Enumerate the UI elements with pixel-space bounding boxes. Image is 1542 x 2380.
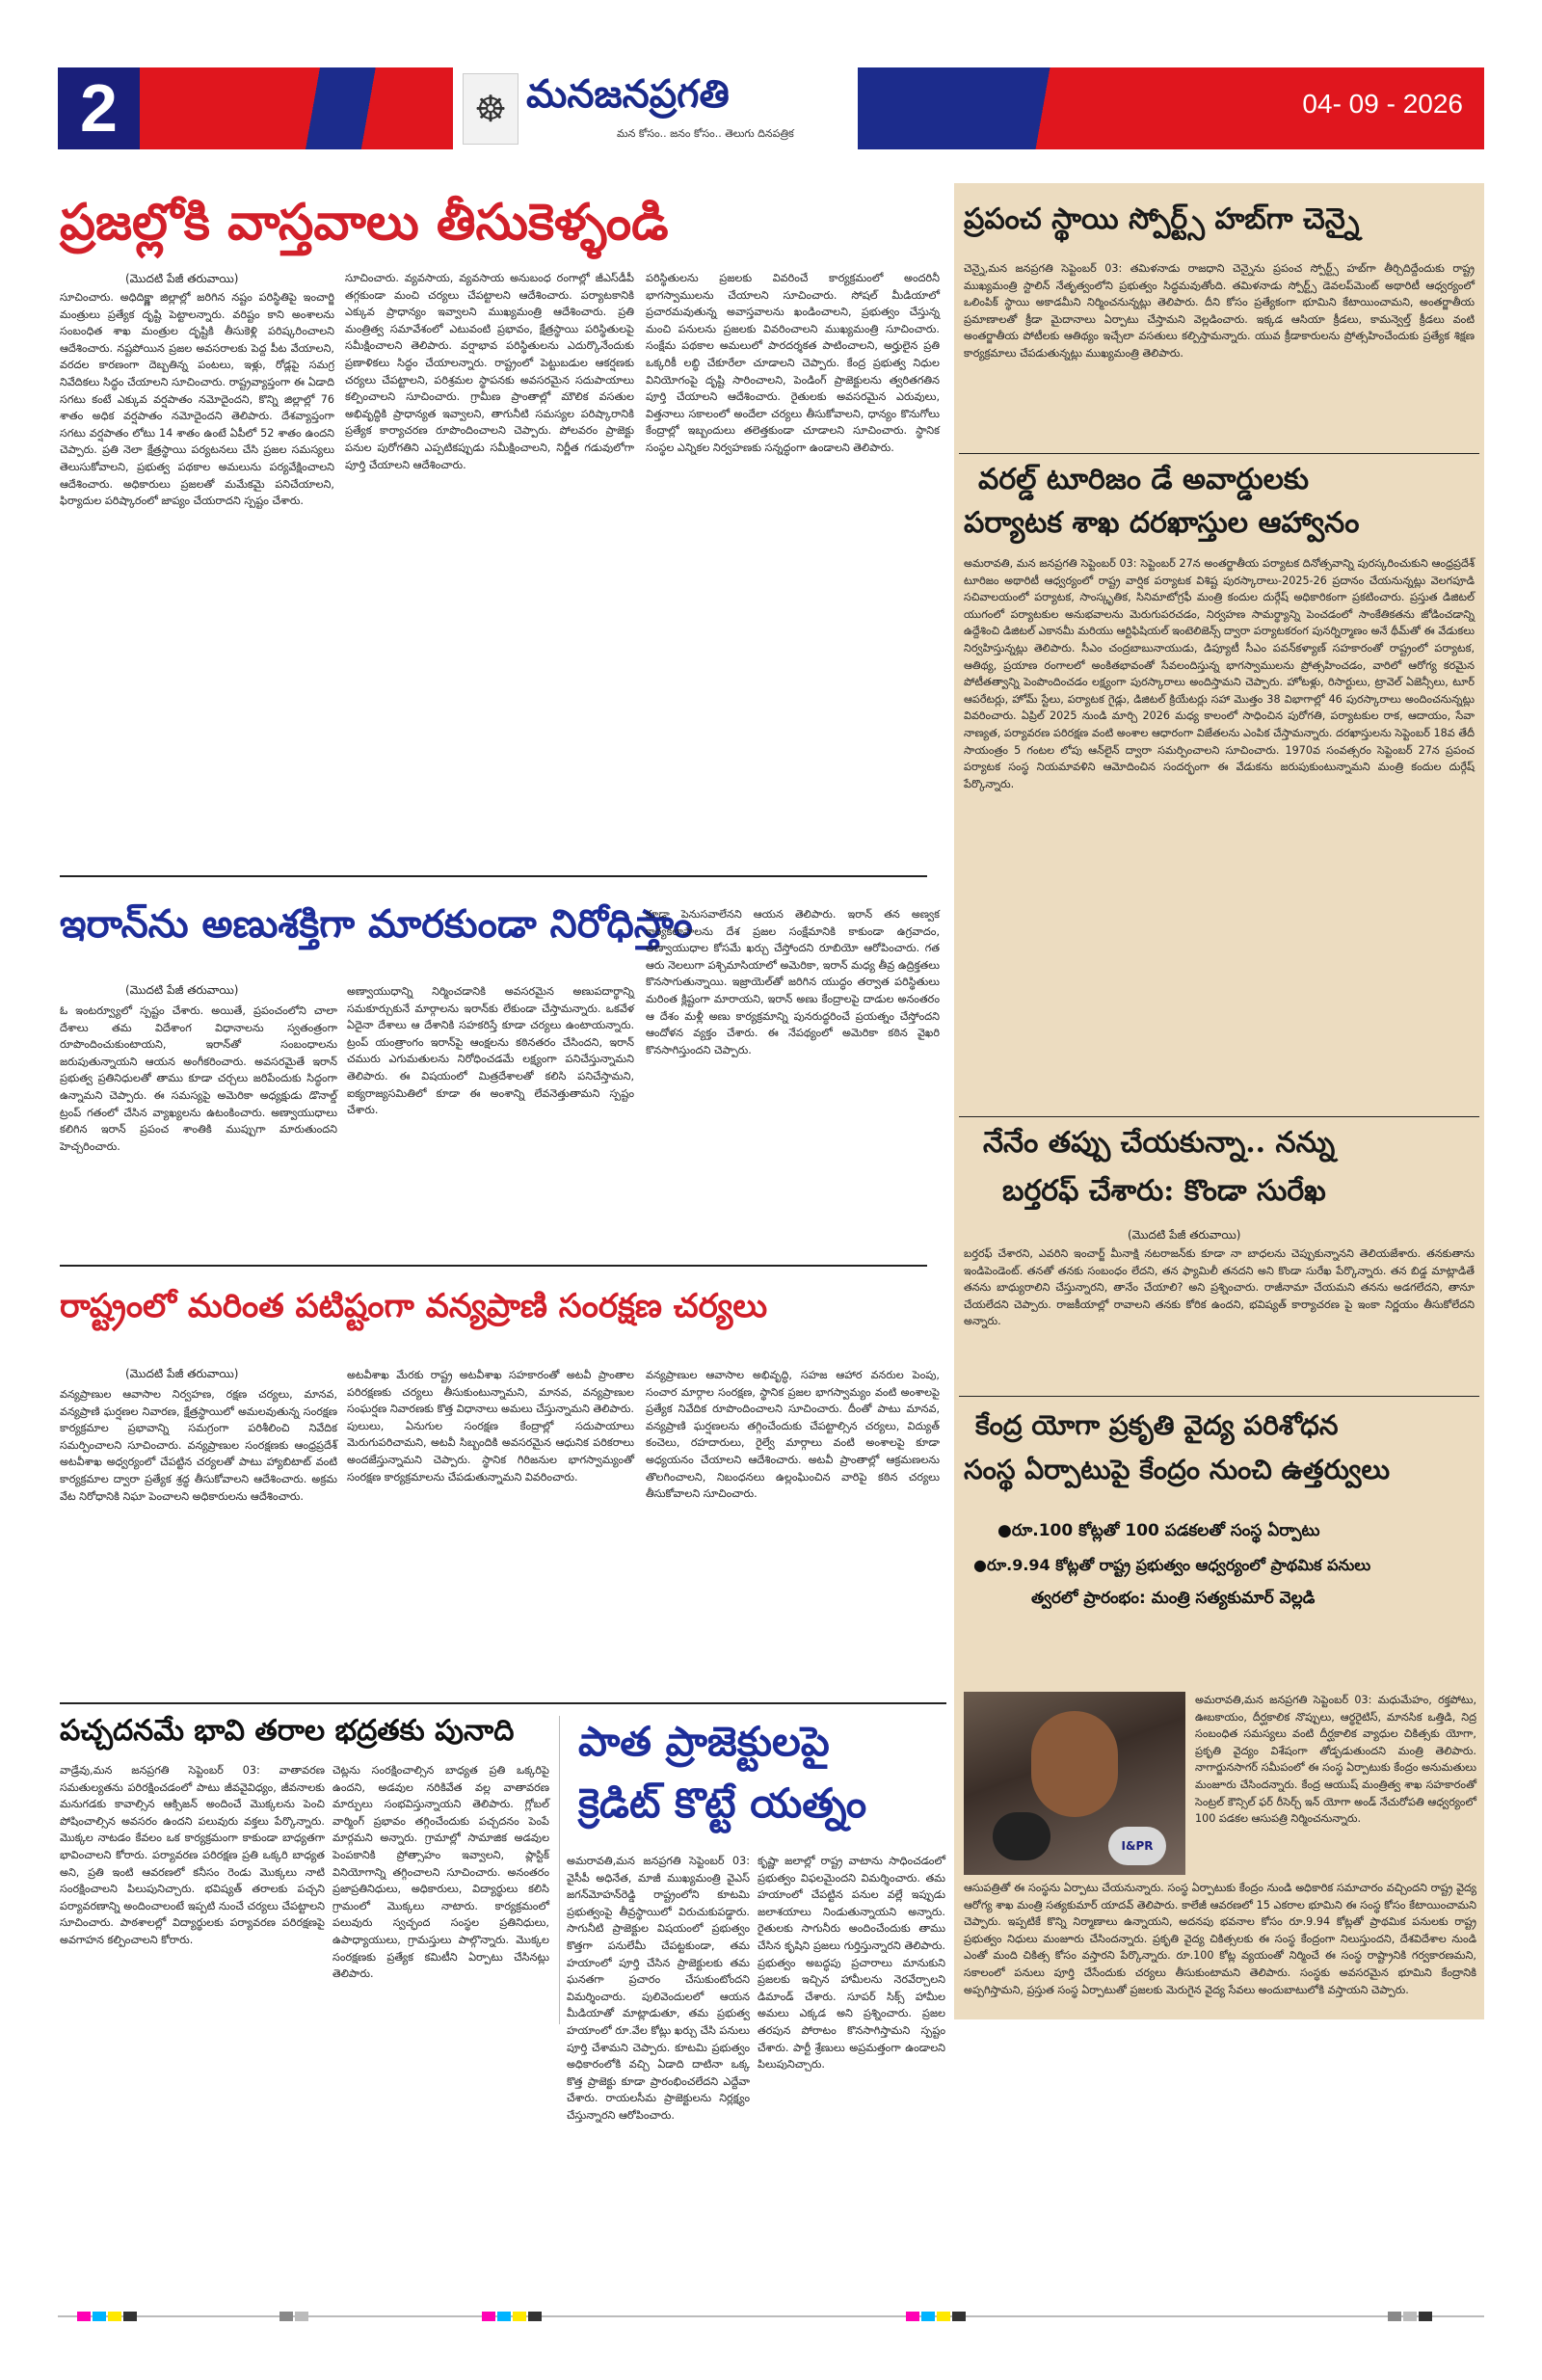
yoga-side-body: అమరావతి,మన జనప్రగతి సెప్టెంబర్ 03: మధుమేహం, రక్తపోటు, ఊబకాయం, దీర్ఘకాలిక నొప్పులు, ఆర్థరైటిస్, మానసిక ఒత్తిడి, నిద్ర సంబంధిత సమస్యలు వంటి దీర్ఘకాలిక వ్యాధుల చికిత్సకు యోగా, ప్రకృతి వైద్యం విశేషంగా తోడ్పడుతుందని మంత్రి తెలిపారు. నాగార్జునసాగర్ సమీపంలో ఈ సంస్థ ఏర్పాటుకు కేంద్రం అనుమతులు మంజూరు చేసిందన్నారు. కేంద్ర ఆయుష్ మంత్రిత్వ శాఖ సహకారంతో సెంట్రల్ కౌన్సిల్ ఫర్ రీసెర్చ్ ఇన్ యోగా అండ్ నేచురోపతి ఆధ్వర్యంలో 100 పడకల ఆసుపత్రి నిర్మించనున్నారు. [1195, 1694, 1476, 1826]
realities-column-1: సూచించారు. అధిదిక్ష్ణా జిల్లాల్లో జరిగిన నష్టం పరిస్థితిపై ఇంచార్జి మంత్రులు ప్రత్యేక దృష్టి పెట్టాలన్నారు. వరిష్టం కాని అంశాలను సంబంధిత శాఖ మంత్రుల దృష్టికి తీసుకెళ్లి పరిష్కరించాలని ఆదేశించారు. నష్టపోయిన ప్రజల అవసరాలకు పెద్ద పీట వేయాలని, వరదల కారణంగా దెబ్బతిన్న పంటలు, ఇళ్లు, రోడ్లపై సమగ్ర నివేదికలు సిద్ధం చేయాలని సూచించారు. రాష్ట్రవ్యాప్తంగా ఈ ఏడాది సగటు కంటే ఎక్కువ వర్షపాతం నమోదైందని, కొన్ని జిల్లాల్లో 76 శాతం అధిక వర్షపాతం నమోదైందని తెలిపారు. దేశవ్యాప్తంగా సగటు వర్షపాతం లోటు 14 శాతం ఉంటే ఏపీలో 52 శాతం ఉందని చెప్పారు. ప్రతి నెలా క్షేత్రస్థాయి పర్యటనలు చేసి ప్రజల సమస్యలు తెలుసుకోవాలని, ప్రభుత్వ పథకాల అమలును పర్యవేక్షించాలని ఆదేశించారు. అధికారులు ప్రజలతో మమేకమై పనిచేయాలని, ఫిర్యాదుల పరిష్కారంలో జాప్యం చేయరాదని స్పష్టం చేశారు. [60, 291, 334, 508]
continued-label: (మొదటి పేజీ తరువాయి) [125, 272, 239, 285]
paper-tagline: మన కోసం.. జనం కోసం.. తెలుగు దినపత్రిక [617, 127, 794, 140]
headline-realities: ప్రజల్లోకి వాస్తవాలు తీసుకెళ్ళండి [60, 193, 669, 252]
section-divider [60, 875, 927, 877]
section-divider [959, 453, 1479, 454]
minister-photo [964, 1692, 1185, 1875]
headline-wildlife: రాష్ట్రంలో మరింత పటిష్టంగా వన్యప్రాణి సంరక్షణ చర్యలు [60, 1287, 768, 1325]
continued-label: (మొదటి పేజీ తరువాయి) [125, 1367, 239, 1380]
wildlife-column-3: వన్యప్రాణుల ఆవాసాల అభివృద్ధి, సహజ ఆహార వనరుల పెంపు, సంచార మార్గాల సంరక్షణ, స్థానిక ప్రజల భాగస్వామ్యం వంటి అంశాలపై ప్రత్యేక నివేదిక రూపొందించాలని సూచించారు. దీంతో పాటు మానవ, వన్యప్రాణి ఘర్షణలను తగ్గించేందుకు చేపట్టాల్సిన చర్యలు, విద్యుత్ కంచెలు, రహదారులు, రైల్వే మార్గాలు వంటి అంశాలపై కూడా అధ్యయనం చేయాలని ఆదేశించారు. అటవీ ప్రాంతాల్లో ఆక్రమణలను తొలగించాలని, నిబంధనలు ఉల్లంఘించిన వారిపై కఠిన చర్యలు తీసుకోవాలని సూచించారు. [646, 1369, 940, 1501]
ipr-badge: I&PR [1108, 1827, 1166, 1865]
section-divider [60, 1702, 946, 1704]
masthead-color-band-right [858, 67, 1484, 149]
emblem-icon: ☸ [463, 73, 518, 145]
section-divider [60, 1265, 927, 1267]
masthead-logo [453, 67, 858, 149]
paper-name: మనజనప్రగతి [526, 71, 730, 117]
yoga-bullet-3: త్వరలో ప్రారంభం: మంత్రి సత్యకుమార్ వెల్లడి [1031, 1589, 1316, 1608]
column-divider [559, 1716, 560, 2024]
headline-credit-line-2: క్రెడిట్ కొట్టే యత్నం [578, 1779, 867, 1827]
section-divider [959, 1396, 1479, 1397]
headline-green: పచ్చదనమే భావి తరాల భద్రతకు పునాది [60, 1714, 515, 1748]
headline-konda-line-2: బర్తరఫ్ చేశారు: కొండా సురేఖ [1002, 1174, 1326, 1208]
headline-yoga-line-2: సంస్థ ఏర్పాటుపై కేంద్రం నుంచి ఉత్తర్వులు [964, 1454, 1391, 1485]
headline-konda-line-1: నేనేం తప్పు చేయకున్నా.. నన్ను [983, 1126, 1336, 1160]
headline-yoga-line-1: కేంద్ర యోగా ప్రకృతి వైద్య పరిశోధన [975, 1409, 1339, 1441]
tourism-body: అమరావతి, మన జనప్రగతి సెప్టెంబర్ 03: సెప్టెంబర్ 27న అంతర్జాతీయ పర్యాటక దినోత్సవాన్ని పురస్కరించుకుని ఆంధ్రప్రదేశ్ టూరిజం అథారిటీ ఆధ్వర్యంలో రాష్ట్ర వార్షిక పర్యాటక విశిష్ట పురస్కారాలు-2025-26 ప్రదానం చేయనున్నట్లు వెలగపూడి సచివాలయంలో పర్యాటక, సాంస్కృతిక, సినిమాటోగ్రఫీ మంత్రి కందుల దుర్గేష్ అధికారికంగా ప్రకటించారు. ప్రస్తుత డిజిటల్ యుగంలో పర్యాటకుల అనుభవాలను మెరుగుపరచడం, నిర్వహణ సామర్థ్యాన్ని పెంచడంలో సాంకేతికతను జోడించడాన్ని ఉద్దేశించి డిజిటల్ ఎకానమీ మరియు ఆర్టిఫిషియల్ ఇంటెలిజెన్స్ ద్వారా పర్యాటకరంగ పునర్నిర్మాణం అనే థీమ్‌తో ఈ వేడుకలు నిర్వహిస్తున్నట్లు తెలిపారు. సీఎం చంద్రబాబునాయుడు, డిప్యూటీ సీఎం పవన్‌కళ్యాణ్ సహకారంతో రాష్ట్రంలో పర్యాటక, ఆతిథ్య, ప్రయాణ రంగాలలో అంకితభావంతో సేవలందిస్తున్న భాగస్వాములను ప్రోత్సహించడం, వారిలో ఆరోగ్య కరమైన పోటీతత్వాన్ని పెంపొందించడం లక్ష్యంగా పురస్కారాలు అందిస్తామని చెప్పారు. హోటళ్లు, రిసార్టులు, ట్రావెల్ ఏజెన్సీలు, టూర్ ఆపరేటర్లు, హోమ్ స్టేలు, పర్యాటక గైడ్లు, డిజిటల్ క్రియేటర్లు సహా మొత్తం 38 విభాగాల్లో 46 పురస్కారాలు అందించనున్నట్లు వివరించారు. ఏప్రిల్ 2025 నుండి మార్చి 2026 మధ్య కాలంలో సాధించిన పురోగతి, పర్యాటకుల రాక, ఆదాయం, సేవా నాణ్యత, పర్యావరణ పరిరక్షణ వంటి అంశాల ఆధారంగా విజేతలను ఎంపిక చేస్తామన్నారు. దరఖాస్తులను సెప్టెంబర్ 18వ తేదీ సాయంత్రం 5 గంటల లోపు ఆన్‌లైన్ ద్వారా సమర్పించాలని సూచించారు. 1970వ సంవత్సరం సెప్టెంబర్ 27న ప్రపంచ పర్యాటక సంస్థ నియమావళిని ఆమోదించిన సందర్భంగా ఈ వేడుకను జరుపుకుంటున్నామని మంత్రి కందుల దుర్గేష్ పేర్కొన్నారు. [964, 557, 1475, 790]
wildlife-column-1: వన్యప్రాణుల ఆవాసాల నిర్వహణ, రక్షణ చర్యలు, మానవ, వన్యప్రాణి ఘర్షణల నివారణ, క్షేత్రస్థాయిలో అమలవుతున్న సంరక్షణ కార్యక్రమాల ప్రభావాన్ని సమగ్రంగా పరిశీలించి నివేదిక సమర్పించాలని సూచించారు. వన్యప్రాణుల సంరక్షణకు ఆంధ్రప్రదేశ్ అటవీశాఖ అధ్వర్యంలో చేపట్టిన చర్యలతో పాటు హ్యాబిటాట్ వంటి కార్యక్రమాల ద్వారా ప్రత్యేక శ్రద్ధ తీసుకోవాలని ఆదేశించారు. అక్రమ వేట నిరోధానికి నిఘా పెంచాలని అధికారులను ఆదేశించారు. [60, 1388, 337, 1503]
green-column-2: చెట్లను సంరక్షించాల్సిన బాధ్యత ప్రతి ఒక్కరిపై ఉందని, అడవుల నరికివేత వల్ల వాతావరణ మార్పులు సంభవిస్తున్నాయని తెలిపారు. గ్లోబల్ వార్మింగ్ ప్రభావం తగ్గించేందుకు పచ్చదనం పెంపే మార్గమని అన్నారు. గ్రామాల్లో సామాజిక అడవుల పెంపకానికి ప్రోత్సాహం ఇవ్వాలని, ప్లాస్టిక్ వినియోగాన్ని తగ్గించాలని సూచించారు. అనంతరం ప్రజాప్రతినిధులు, అధికారులు, విద్యార్థులు కలిసి గ్రామంలో మొక్కలు నాటారు. కార్యక్రమంలో పలువురు స్వచ్ఛంద సంస్థల ప్రతినిధులు, ఉపాధ్యాయులు, గ్రామస్తులు పాల్గొన్నారు. మొక్కల సంరక్షణకు ప్రత్యేక కమిటీని ఏర్పాటు చేసినట్లు తెలిపారు. [332, 1764, 549, 1981]
chennai-body: చెన్నై,మన జనప్రగతి సెప్టెంబర్ 03: తమిళనాడు రాజధాని చెన్నైను ప్రపంచ స్పోర్ట్స్ హబ్‌గా తీర్చిదిద్దేందుకు రాష్ట్ర ముఖ్యమంత్రి స్టాలిన్ నేతృత్వంలోని ప్రభుత్వం సిద్ధమవుతోంది. తమిళనాడు స్పోర్ట్స్ డెవలప్‌మెంట్ అథారిటీ ఆధ్వర్యంలో ఒలింపిక్ స్థాయి అకాడమీని నిర్మించనున్నట్లు తెలిపారు. దీని కోసం ప్రత్యేకంగా భూమిని కేటాయించామని, అంతర్జాతీయ ప్రమాణాలతో క్రీడా మైదానాలు ఏర్పాటు చేస్తామని వెల్లడించారు. ఇక్కడ ఆసియా క్రీడలు, కామన్వెల్త్ క్రీడలు వంటి అంతర్జాతీయ పోటీలకు ఆతిథ్యం ఇచ్చేలా వసతులు కల్పిస్తామన్నారు. యువ క్రీడాకారులను ప్రోత్సహించేందుకు ప్రత్యేక శిక్షణ కార్యక్రమాలు చేపడుతున్నట్లు ముఖ్యమంత్రి తెలిపారు. [964, 262, 1475, 360]
continued-label: (మొదటి పేజీ తరువాయి) [1128, 1228, 1241, 1242]
green-column-1: వాడ్రేవు,మన జనప్రగతి సెప్టెంబర్ 03: వాతావరణ సమతుల్యతను పరిరక్షించడంలో పాటు జీవవైవిధ్యం, జీవనాలకు మనుగడకు కావాల్సిన ఆక్సిజన్ అందించే మొక్కలను పెంచి పోషించాల్సిన అవసరం ఉందని పలువురు వక్తలు పేర్కొన్నారు. మొక్కల నాటడం కేవలం ఒక కార్యక్రమంగా కాకుండా బాధ్యతగా భావించాలని కోరారు. పర్యావరణ పరిరక్షణ ప్రతి ఒక్కరి బాధ్యత అని, ప్రతి ఇంటి ఆవరణలో కనీసం రెండు మొక్కలు నాటి సంరక్షించాలని పిలుపునిచ్చారు. భవిష్యత్ తరాలకు పచ్చని పర్యావరణాన్ని అందించాలంటే ఇప్పటి నుంచే చర్యలు చేపట్టాలని సూచించారు. పాఠశాలల్లో విద్యార్థులకు పర్యావరణ పరిరక్షణపై అవగాహన కల్పించాలని కోరారు. [60, 1764, 325, 1946]
masthead-color-band-left [140, 67, 453, 149]
credit-column-1: అమరావతి,మన జనప్రగతి సెప్టెంబర్ 03: వైసీపీ అధినేత, మాజీ ముఖ్యమంత్రి వైఎస్ జగన్‌మోహన్‌రెడ్డి రాష్ట్రంలోని కూటమి ప్రభుత్వంపై తీవ్రస్థాయిలో విరుచుకుపడ్డారు. సాగునీటి ప్రాజెక్టుల విషయంలో ప్రభుత్వం కొత్తగా పనులేమీ చేపట్టకుండా, తమ హయాంలో పూర్తి చేసిన ప్రాజెక్టులకు తమ ఘనతగా ప్రచారం చేసుకుంటోందని విమర్శించారు. పులివెందులలో ఆయన మీడియాతో మాట్లాడుతూ, తమ ప్రభుత్వ హయాంలో రూ.వేల కోట్లు ఖర్చు చేసి పనులు పూర్తి చేశామని చెప్పారు. కూటమి ప్రభుత్వం అధికారంలోకి వచ్చి ఏడాది దాటినా ఒక్క కొత్త ప్రాజెక్టు కూడా ప్రారంభించలేదని ఎద్దేవా చేశారు. రాయలసీమ ప్రాజెక్టులను నిర్లక్ష్యం చేస్తున్నారని ఆరోపించారు. [567, 1855, 750, 2122]
headline-iran: ఇరాన్‌ను అణుశక్తిగా మారకుండా నిరోధిస్తాం [60, 901, 693, 947]
continued-label: (మొదటి పేజీ తరువాయి) [125, 983, 239, 997]
microphone-icon [993, 1812, 1050, 1860]
yoga-body: ఆసుపత్రితో ఈ సంస్థను ఏర్పాటు చేయనున్నారు. సంస్థ ఏర్పాటుకు కేంద్రం నుండి అధికారిక సమాచారం వచ్చిందని రాష్ట్ర వైద్య ఆరోగ్య శాఖ మంత్రి సత్యకుమార్ యాదవ్ తెలిపారు. కాలేజీ ఆవరణలో 15 ఎకరాల భూమిని ఈ సంస్థ కోసం కేటాయించామని చెప్పారు. ఇప్పటికే కొన్ని నిర్మాణాలు ఉన్నాయని, అదనపు భవనాల కోసం రూ.9.94 కోట్లతో ప్రాథమిక పనులకు రాష్ట్ర ప్రభుత్వం నిధులు మంజూరు చేసిందన్నారు. ప్రకృతి వైద్య చికిత్సలకు ఈ సంస్థ కేంద్రంగా నిలుస్తుందని, దేశవిదేశాల నుండి ఎంతో మంది చికిత్స కోసం వస్తారని పేర్కొన్నారు. రూ.100 కోట్ల వ్యయంతో నిర్మించే ఈ సంస్థ రాష్ట్రానికి గర్వకారణమని, సకాలంలో పనులు పూర్తి చేసేందుకు చర్యలు తీసుకుంటామని తెలిపారు. సంస్థకు అవసరమైన భూమిని కేంద్రానికి అప్పగిస్తామని, ప్రస్తుత సంస్థ ఏర్పాటుతో ప్రజలకు మెరుగైన వైద్య సేవలు అందుబాటులోకి వస్తాయని చెప్పారు. [964, 1882, 1476, 1996]
yoga-bullet-2: ●రూ.9.94 కోట్లతో రాష్ట్ర ప్రభుత్వం ఆధ్వర్యంలో ప్రాథమిక పనులు [973, 1556, 1371, 1574]
iran-column-1: ఓ ఇంటర్వ్యూలో స్పష్టం చేశారు. అయితే, ప్రపంచంలోని చాలా దేశాలు తమ విదేశాంగ విధానాలను స్వతంత్రంగా రూపొందించుకుంటాయని, ఇరాన్‌తో సంబంధాలను జరుపుతున్నాయని ఆయన అంగీకరించారు. అవసరమైతే ఇరాన్ ప్రభుత్వ ప్రతినిధులతో తాము కూడా చర్చలు జరిపేందుకు సిద్ధంగా ఉన్నామని చెప్పారు. ఈ సమస్యపై అమెరికా అధ్యక్షుడు డొనాల్డ్ ట్రంప్ గతంలో చేసిన వ్యాఖ్యలను ఉటంకించారు. అణ్వాయుధాలు కలిగిన ఇరాన్ ప్రపంచ శాంతికి ముప్పుగా మారుతుందని హెచ్చరించారు. [60, 1004, 337, 1153]
realities-column-3: పరిస్థితులను ప్రజలకు వివరించే కార్యక్రమంలో అందరినీ భాగస్వాములను చేయాలని సూచించారు. సోషల్ మీడియాలో ప్రచారమవుతున్న అవాస్తవాలను ఖండించాలని, ప్రభుత్వం చేస్తున్న మంచి పనులను ప్రజలకు వివరించాలని ముఖ్యమంత్రి సూచించారు. సంక్షేమ పథకాల అమలులో పారదర్శకత పాటించాలని, అర్హులైన ప్రతి ఒక్కరికీ లబ్ధి చేకూరేలా చూడాలని చెప్పారు. కేంద్ర ప్రభుత్వ నిధుల వినియోగంపై దృష్టి సారించాలని, పెండింగ్ ప్రాజెక్టులను త్వరితగతిన పూర్తి చేయాలని ఆదేశించారు. రైతులకు అవసరమైన ఎరువులు, విత్తనాలు సకాలంలో అందేలా చర్యలు తీసుకోవాలని, ధాన్యం కొనుగోలు కేంద్రాల్లో ఇబ్బందులు తలెత్తకుండా చూడాలని సూచించారు. స్థానిక సంస్థల ఎన్నికల నిర్వహణకు సన్నద్ధంగా ఉండాలని తెలిపారు. [646, 272, 940, 454]
print-registration-bar [58, 2306, 1484, 2327]
credit-column-2: కృష్ణా జలాల్లో రాష్ట్ర వాటాను సాధించడంలో ప్రభుత్వం విఫలమైందని విమర్శించారు. తమ హయాంలో చేపట్టిన పనుల వల్లే ఇప్పుడు జలాశయాలు నిండుతున్నాయని అన్నారు. రైతులకు సాగునీరు అందించేందుకు తాము చేసిన కృషిని ప్రజలు గుర్తిస్తున్నారని తెలిపారు. ప్రభుత్వం అబద్ధపు ప్రచారాలు మానుకుని ప్రజలకు ఇచ్చిన హామీలను నెరవేర్చాలని డిమాండ్ చేశారు. సూపర్ సిక్స్ హామీల అమలు ఎక్కడ అని ప్రశ్నించారు. ప్రజల తరపున పోరాటం కొనసాగిస్తామని స్పష్టం చేశారు. పార్టీ శ్రేణులు అప్రమత్తంగా ఉండాలని పిలుపునిచ్చారు. [758, 1855, 945, 2072]
masthead [58, 67, 1484, 149]
section-divider [959, 1116, 1479, 1117]
konda-body: బర్తరఫ్ చేశారని, ఎవరిని ఇంచార్జ్ మీనాక్షి నటరాజన్‌కు కూడా నా బాధలను చెప్పుకున్నానని తెలియజేశారు. తనకుతాను ఇండిపెండెంట్. తనతో తనకు సంబంధం లేదని, తన ఫ్యామిలీ తనదని అని కొండా సురేఖ పేర్కొన్నారు. తన బిడ్డ మాట్లాడితే తనను బాధ్యురాలిని చేస్తున్నారని, తానేం చేయాలి? అని ప్రశ్నించారు. రాజీనామా చేయమని తనను అడగలేదని, తానూ చేయలేదని చెప్పారు. రాజకీయాల్లో రావాలని తనకు కోరిక ఉందని, భవిష్యత్ కార్యాచరణ పై ఇంకా నిర్ణయం తీసుకోలేదని అన్నారు. [964, 1247, 1475, 1328]
issue-date: 04- 09 - 2026 [1302, 89, 1463, 119]
headline-tourism-line-1: వరల్డ్ టూరిజం డే అవార్డులకు [978, 463, 1309, 496]
headline-chennai: ప్రపంచ స్థాయి స్పోర్ట్స్ హబ్‌గా చెన్నై [964, 202, 1360, 236]
person-silhouette-icon [1031, 1711, 1118, 1817]
headline-credit-line-1: పాత ప్రాజెక్టులపై [578, 1718, 830, 1765]
page-number: 2 [58, 67, 140, 149]
iran-column-2: అణ్వాయుధాన్ని నిర్మించడానికి అవసరమైన అణుపదార్థాన్ని సమకూర్చుకునే మార్గాలను ఇరాన్‌కు లేకుండా చేస్తామన్నారు. ఒకవేళ ఏదైనా దేశాలు ఆ దేశానికి సహకరిస్తే కూడా చర్యలు ఉంటాయన్నారు. ట్రంప్ యంత్రాంగం ఇరాన్‌పై ఆంక్షలను కఠినతరం చేసిందని, ఇరాన్ చమురు ఎగుమతులను నిరోధించడమే లక్ష్యంగా పనిచేస్తున్నామని తెలిపారు. ఈ విషయంలో మిత్రదేశాలతో కలిసి పనిచేస్తామని, ఐక్యరాజ్యసమితిలో కూడా ఈ అంశాన్ని లేవనెత్తుతామని స్పష్టం చేశారు. [347, 985, 634, 1117]
realities-column-2: సూచించారు. వ్యవసాయ, వ్యవసాయ అనుబంధ రంగాల్లో జీఎస్‌డీపీ తగ్గకుండా మంచి చర్యలు చేపట్టాలని ఆదేశించారు. పర్యాటకానికి ఎక్కువ ప్రాధాన్యం ఇవ్వాలని ముఖ్యమంత్రి ఆదేశించారు. ప్రతి మంత్రిత్వ సమావేశంలో ఎటువంటి ప్రభావం, క్షేత్రస్థాయి పరిస్థితులపై సమీక్షించాలని తెలిపారు. వర్షాభావ పరిస్థితులను ఎదుర్కొనేందుకు ప్రణాళికలు సిద్ధం చేయాలన్నారు. రాష్ట్రంలో పెట్టుబడుల ఆకర్షణకు చర్యలు చేపట్టాలని, పరిశ్రమల స్థాపనకు అవసరమైన సదుపాయాలు కల్పించాలని సూచించారు. గ్రామీణ ప్రాంతాల్లో మౌలిక వసతుల అభివృద్ధికి ప్రాధాన్యత ఇవ్వాలని, తాగునీటి సమస్యల పరిష్కారానికి ప్రత్యేక కార్యాచరణ రూపొందించాలని చెప్పారు. పోలవరం ప్రాజెక్టు పనుల పురోగతిని ఎప్పటికప్పుడు సమీక్షించాలని, నిర్ణీత గడువులోగా పూర్తి చేయాలని ఆదేశించారు. [345, 272, 634, 471]
headline-tourism-line-2: పర్యాటక శాఖ దరఖాస్తుల ఆహ్వానం [964, 506, 1360, 540]
wildlife-column-2: అటవీశాఖ మేరకు రాష్ట్ర అటవీశాఖ సహకారంతో అటవీ ప్రాంతాల పరిరక్షణకు చర్యలు తీసుకుంటున్నామని, మానవ, వన్యప్రాణుల సంఘర్షణ నివారణకు కొత్త విధానాలు అమలు చేస్తున్నామని తెలిపారు. పులులు, ఏనుగుల సంరక్షణ కేంద్రాల్లో సదుపాయాలు మెరుగుపరిచామని, అటవీ సిబ్బందికి అవసరమైన ఆధునిక పరికరాలు అందజేస్తున్నామని చెప్పారు. స్థానిక గిరిజనుల భాగస్వామ్యంతో సంరక్షణ కార్యక్రమాలను చేపడుతున్నామని వివరించారు. [347, 1369, 634, 1484]
iran-column-3: కూడా పెనుసవాలేనని ఆయన తెలిపారు. ఇరాన్ తన అణ్వక కార్యకలాపాలను దేశ ప్రజల సంక్షేమానికి కాకుండా ఉగ్రవాదం, అణ్వాయుధాల కోసమే ఖర్చు చేస్తోందని రూబియో ఆరోపించారు. గత ఆరు నెలలుగా పశ్చిమాసియాలో అమెరికా, ఇరాన్ మధ్య తీవ్ర ఉద్రిక్తతలు కొనసాగుతున్నాయి. ఇజ్రాయెల్‌తో జరిగిన యుద్ధం తర్వాత పరిస్థితులు మరింత క్లిష్టంగా మారాయని, ఇరాన్ అణు కేంద్రాలపై దాడుల అనంతరం ఆ దేశం మళ్లీ అణు కార్యక్రమాన్ని పునరుద్ధరించే ప్రయత్నం చేస్తోందని ఆందోళన వ్యక్తం చేశారు. ఈ నేపథ్యంలో అమెరికా కఠిన వైఖరి కొనసాగిస్తుందని చెప్పారు. [646, 908, 940, 1056]
yoga-bullet-1: ●రూ.100 కోట్లతో 100 పడకలతో సంస్థ ఏర్పాటు [997, 1521, 1320, 1540]
